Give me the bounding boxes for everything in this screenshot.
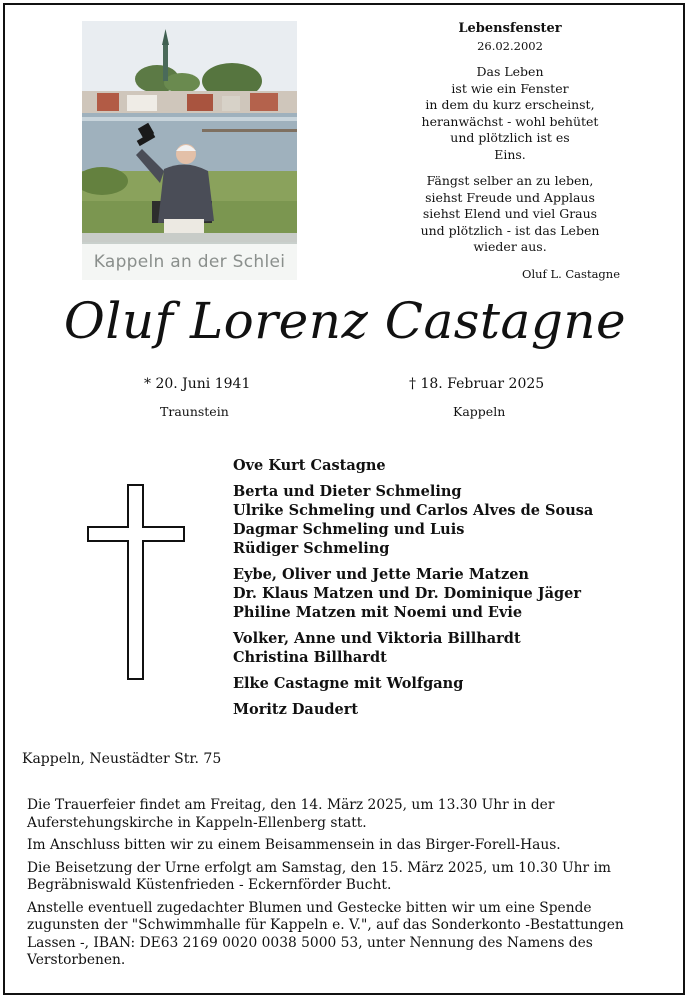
mourner-name: Berta und Dieter Schmeling [233,483,462,500]
notice-ceremony: Die Trauerfeier findet am Freitag, den 14. März 2025, um 13.30 Uhr in der Auferstehungskirche in Kappeln-Ellenberg statt. [27,797,555,831]
mourner-group [233,565,593,622]
mourner-name: Ulrike Schmeling und Carlos Alves de Sousa [233,502,594,519]
poem-line: heranwächst - wohl behütet [421,113,599,129]
funeral-notices [27,797,667,975]
poem-line: Das Leben [476,64,544,79]
mourner-name: Rüdiger Schmeling [233,540,390,557]
mourner-name: Eybe, Oliver und Jette Marie Matzen [233,566,529,583]
cross-icon [87,484,185,684]
poem-line: in dem du kurz erscheinst, [425,97,595,112]
poem [390,21,630,266]
notice-gathering: Im Anschluss bitten wir zu einem Beisammensein in das Birger-Forell-Haus. [27,837,561,853]
poem-line: wieder aus. [473,239,547,254]
poem-line: siehst Elend und viel Graus [422,206,598,221]
poem-line: und plötzlich - ist das Leben [420,222,600,238]
address: Kappeln, Neustädter Str. 75 [22,751,222,767]
mourner-name: Christina Billhardt [233,649,387,666]
poem-line: ist wie ein Fenster [451,80,569,96]
poem-line: siehst Freude und Applaus [425,189,595,205]
poem-date: 26.02.2002 [477,38,543,53]
poem-line: Eins. [494,146,526,162]
mourner-group [233,456,593,475]
birth-date: * 20. Juni 1941 [144,376,251,392]
mourners-list [233,456,593,726]
mourner-group [233,700,593,719]
poem-line: Fängst selber an zu leben, [426,173,594,188]
mourner-name: Moritz Daudert [233,701,359,718]
mourner-name: Philine Matzen mit Noemi und Evie [233,604,523,621]
notice-donation: Anstelle eventuell zugedachter Blumen und Gestecke bitten wir um eine Spende zugunsten der "Schwimmhalle für Kappeln e. V.", auf das Sonderkonto -Bestattungen Lassen -, IBAN: DE63 2169 0020 0038 5000 53, unter Nennung des Namens des Verstorbenen. [27,899,624,968]
mourner-group [233,674,593,693]
mourner-name: Ove Kurt Castagne [233,457,386,474]
deceased-name: Oluf Lorenz Castagne [63,292,627,350]
mourner-name: Dr. Klaus Matzen und Dr. Dominique Jäger [233,585,582,602]
poem-stanza [390,173,630,256]
memorial-photo [82,21,297,280]
notice-burial: Die Beisetzung der Urne erfolgt am Samstag, den 15. März 2025, um 10.30 Uhr im Begräbniswald Küstenfrieden - Eckernförder Bucht. [27,859,611,893]
mourner-name: Dagmar Schmeling und Luis [233,521,465,538]
poem-stanza [390,64,630,163]
death-date: † 18. Februar 2025 [409,376,545,392]
mourner-name: Elke Castagne mit Wolfgang [233,675,464,692]
mourner-name: Volker, Anne und Viktoria Billhardt [233,630,521,647]
poem-line: und plötzlich ist es [450,130,570,145]
mourner-group [233,482,593,558]
death-place: Kappeln [453,404,506,419]
photo-caption: Kappeln an der Schlei [82,242,297,280]
mourner-group [233,629,593,667]
birth-place: Traunstein [160,404,229,419]
poem-title: Lebensfenster [458,21,562,36]
poem-author: Oluf L. Castagne [522,267,620,281]
